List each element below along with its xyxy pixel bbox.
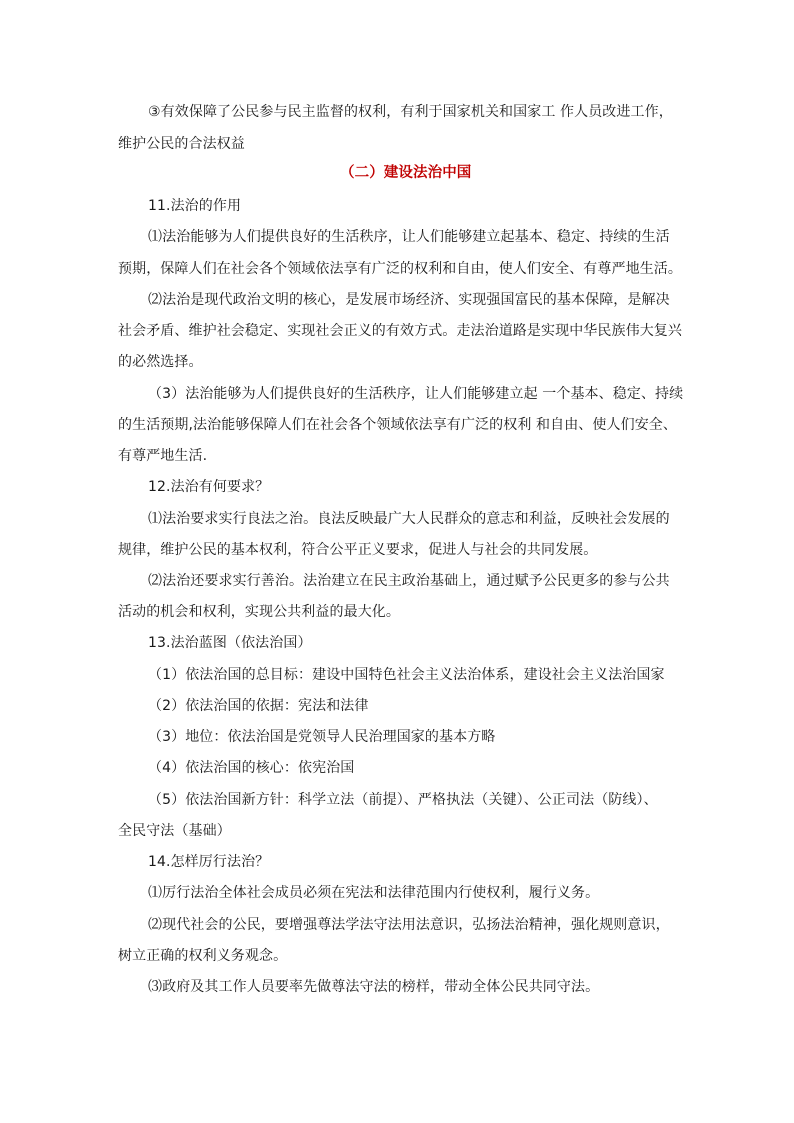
q13-item-5-line-2: 全民守法（基础）: [118, 823, 231, 839]
q13-item-5-line-1: （5）依法治国新方针：科学立法（前提）、严格执法（关键）、公正司法（防线）、: [148, 792, 658, 808]
q12-p1-line-2: 规律，维护公民的基本权利，符合公平正义要求，促进人与社会的共同发展。: [118, 542, 598, 558]
q11-p2-line-3: 的必然选择。: [118, 354, 203, 370]
q14-p2-line-1: ⑵现代社会的公民，要增强尊法学法守法用法意识，弘扬法治精神，强化规则意识，: [148, 917, 670, 933]
q11-p2-line-1: ⑵法治是现代政治文明的核心，是发展市场经济、实现强国富民的基本保障，是解决: [148, 292, 670, 308]
q11-p3-line-1: （3）法治能够为人们提供良好的生活秩序，让人们能够建立起 一个基本、稳定、持续: [148, 386, 684, 402]
q14-title: 14.怎样厉行法治？: [148, 854, 270, 870]
section-heading: （二）建设法治中国: [340, 165, 472, 181]
q11-title: 11.法治的作用: [148, 198, 242, 214]
q11-p1-line-2: 预期，保障人们在社会各个领域依法享有广泛的权利和自由，使人们安全、有尊严地生活。: [118, 261, 682, 277]
q12-p2-line-1: ⑵法治还要求实行善治。法治建立在民主政治基础上，通过赋予公民更多的参与公共: [148, 573, 670, 589]
q11-p1-line-1: ⑴法治能够为人们提供良好的生活秩序，让人们能够建立起基本、稳定、持续的生活: [148, 229, 670, 245]
q13-item-4: （4）依法治国的核心：依宪治国: [148, 760, 355, 776]
q11-p2-line-2: 社会矛盾、维护社会稳定、实现社会正义的有效方式。走法治道路是实现中华民族伟大复兴: [118, 323, 682, 339]
intro-line-1: ③有效保障了公民参与民主监督的权利，有利于国家机关和国家工 作人员改进工作，: [148, 104, 673, 120]
intro-line-2: 维护公民的合法权益: [118, 136, 245, 152]
q12-p1-line-1: ⑴法治要求实行良法之治。良法反映最广大人民群众的意志和利益，反映社会发展的: [148, 511, 670, 527]
q11-p3-line-3: 有尊严地生活.: [118, 448, 208, 464]
q14-p3: ⑶政府及其工作人员要率先做尊法守法的榜样，带动全体公民共同守法。: [148, 979, 600, 995]
q14-p1: ⑴厉行法治全体社会成员必须在宪法和法律范围内行使权利，履行义务。: [148, 885, 600, 901]
q12-p2-line-2: 活动的机会和权利，实现公共利益的最大化。: [118, 604, 400, 620]
q12-title: 12.法治有何要求？: [148, 479, 270, 495]
q13-item-1: （1）依法治国的总目标：建设中国特色社会主义法治体系，建设社会主义法治国家: [148, 667, 665, 683]
q11-p3-line-2: 的生活预期,法治能够保障人们在社会各个领域依法享有广泛的权利 和自由、使人们安全、: [118, 417, 677, 433]
q13-item-3: （3）地位：依法治国是党领导人民治理国家的基本方略: [148, 729, 496, 745]
q13-item-2: （2）依法治国的依据：宪法和法律: [148, 698, 369, 714]
q14-p2-line-2: 树立正确的权利义务观念。: [118, 948, 288, 964]
q13-title: 13.法治蓝图（依法治国）: [148, 635, 312, 651]
